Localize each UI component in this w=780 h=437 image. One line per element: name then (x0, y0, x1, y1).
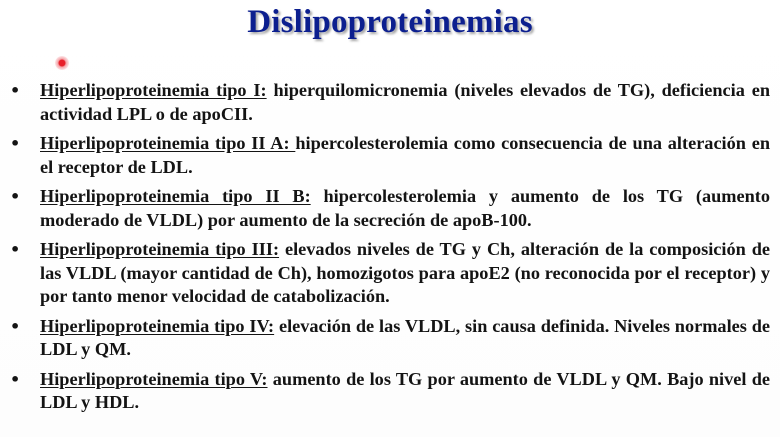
bullet-list (10, 79, 770, 421)
list-item-tipo-iii (10, 238, 770, 309)
list-item-tipo-iv (10, 315, 770, 362)
item-description: hiperquilomicronemia (niveles elevados de TG), deficiencia en actividad LPL o de apoCII. (40, 80, 770, 124)
item-description: elevados niveles de TG y Ch, alteración de la composición de las VLDL (mayor cantidad de Ch), homozigotos para apoE2 (no reconocida por el receptor) y por tanto menor velocidad de catabolización. (40, 239, 771, 306)
item-term: Hiperlipoproteinemia tipo II B: (40, 186, 311, 206)
bullet-icon: • (10, 187, 21, 206)
item-term: Hiperlipoproteinemia tipo IV: (40, 315, 275, 336)
bullet-icon: • (10, 134, 21, 153)
bullet-icon: • (10, 369, 21, 389)
list-item-tipo-ii-a (10, 132, 770, 179)
bullet-icon: • (10, 81, 21, 100)
item-description: hipercolesterolemia como consecuencia de una alteración en el receptor de LDL. (40, 133, 771, 177)
bullet-icon: • (10, 240, 21, 259)
item-description: aumento de los TG por aumento de VLDL y QM. Bajo nivel de LDL y HDL. (40, 368, 770, 412)
bullet-icon: • (10, 316, 21, 336)
laser-pointer-dot (55, 56, 69, 70)
item-term: Hiperlipoproteinemia tipo II A: (40, 133, 296, 153)
item-description: elevación de las VLDL, sin causa definida. Niveles normales de LDL y QM. (40, 315, 770, 359)
item-term: Hiperlipoproteinemia tipo III: (40, 239, 280, 259)
list-item-tipo-i (10, 79, 770, 126)
item-term: Hiperlipoproteinemia tipo V: (40, 368, 268, 389)
list-item-tipo-v (10, 368, 770, 415)
slide-title: Dislipoproteinemias (247, 4, 533, 40)
item-term: Hiperlipoproteinemia tipo I: (40, 80, 267, 100)
item-description: hipercolesterolemia y aumento de los TG (aumento moderado de VLDL) por aumento de la secreción de apoB-100. (40, 186, 770, 230)
list-item-tipo-ii-b (10, 185, 770, 232)
